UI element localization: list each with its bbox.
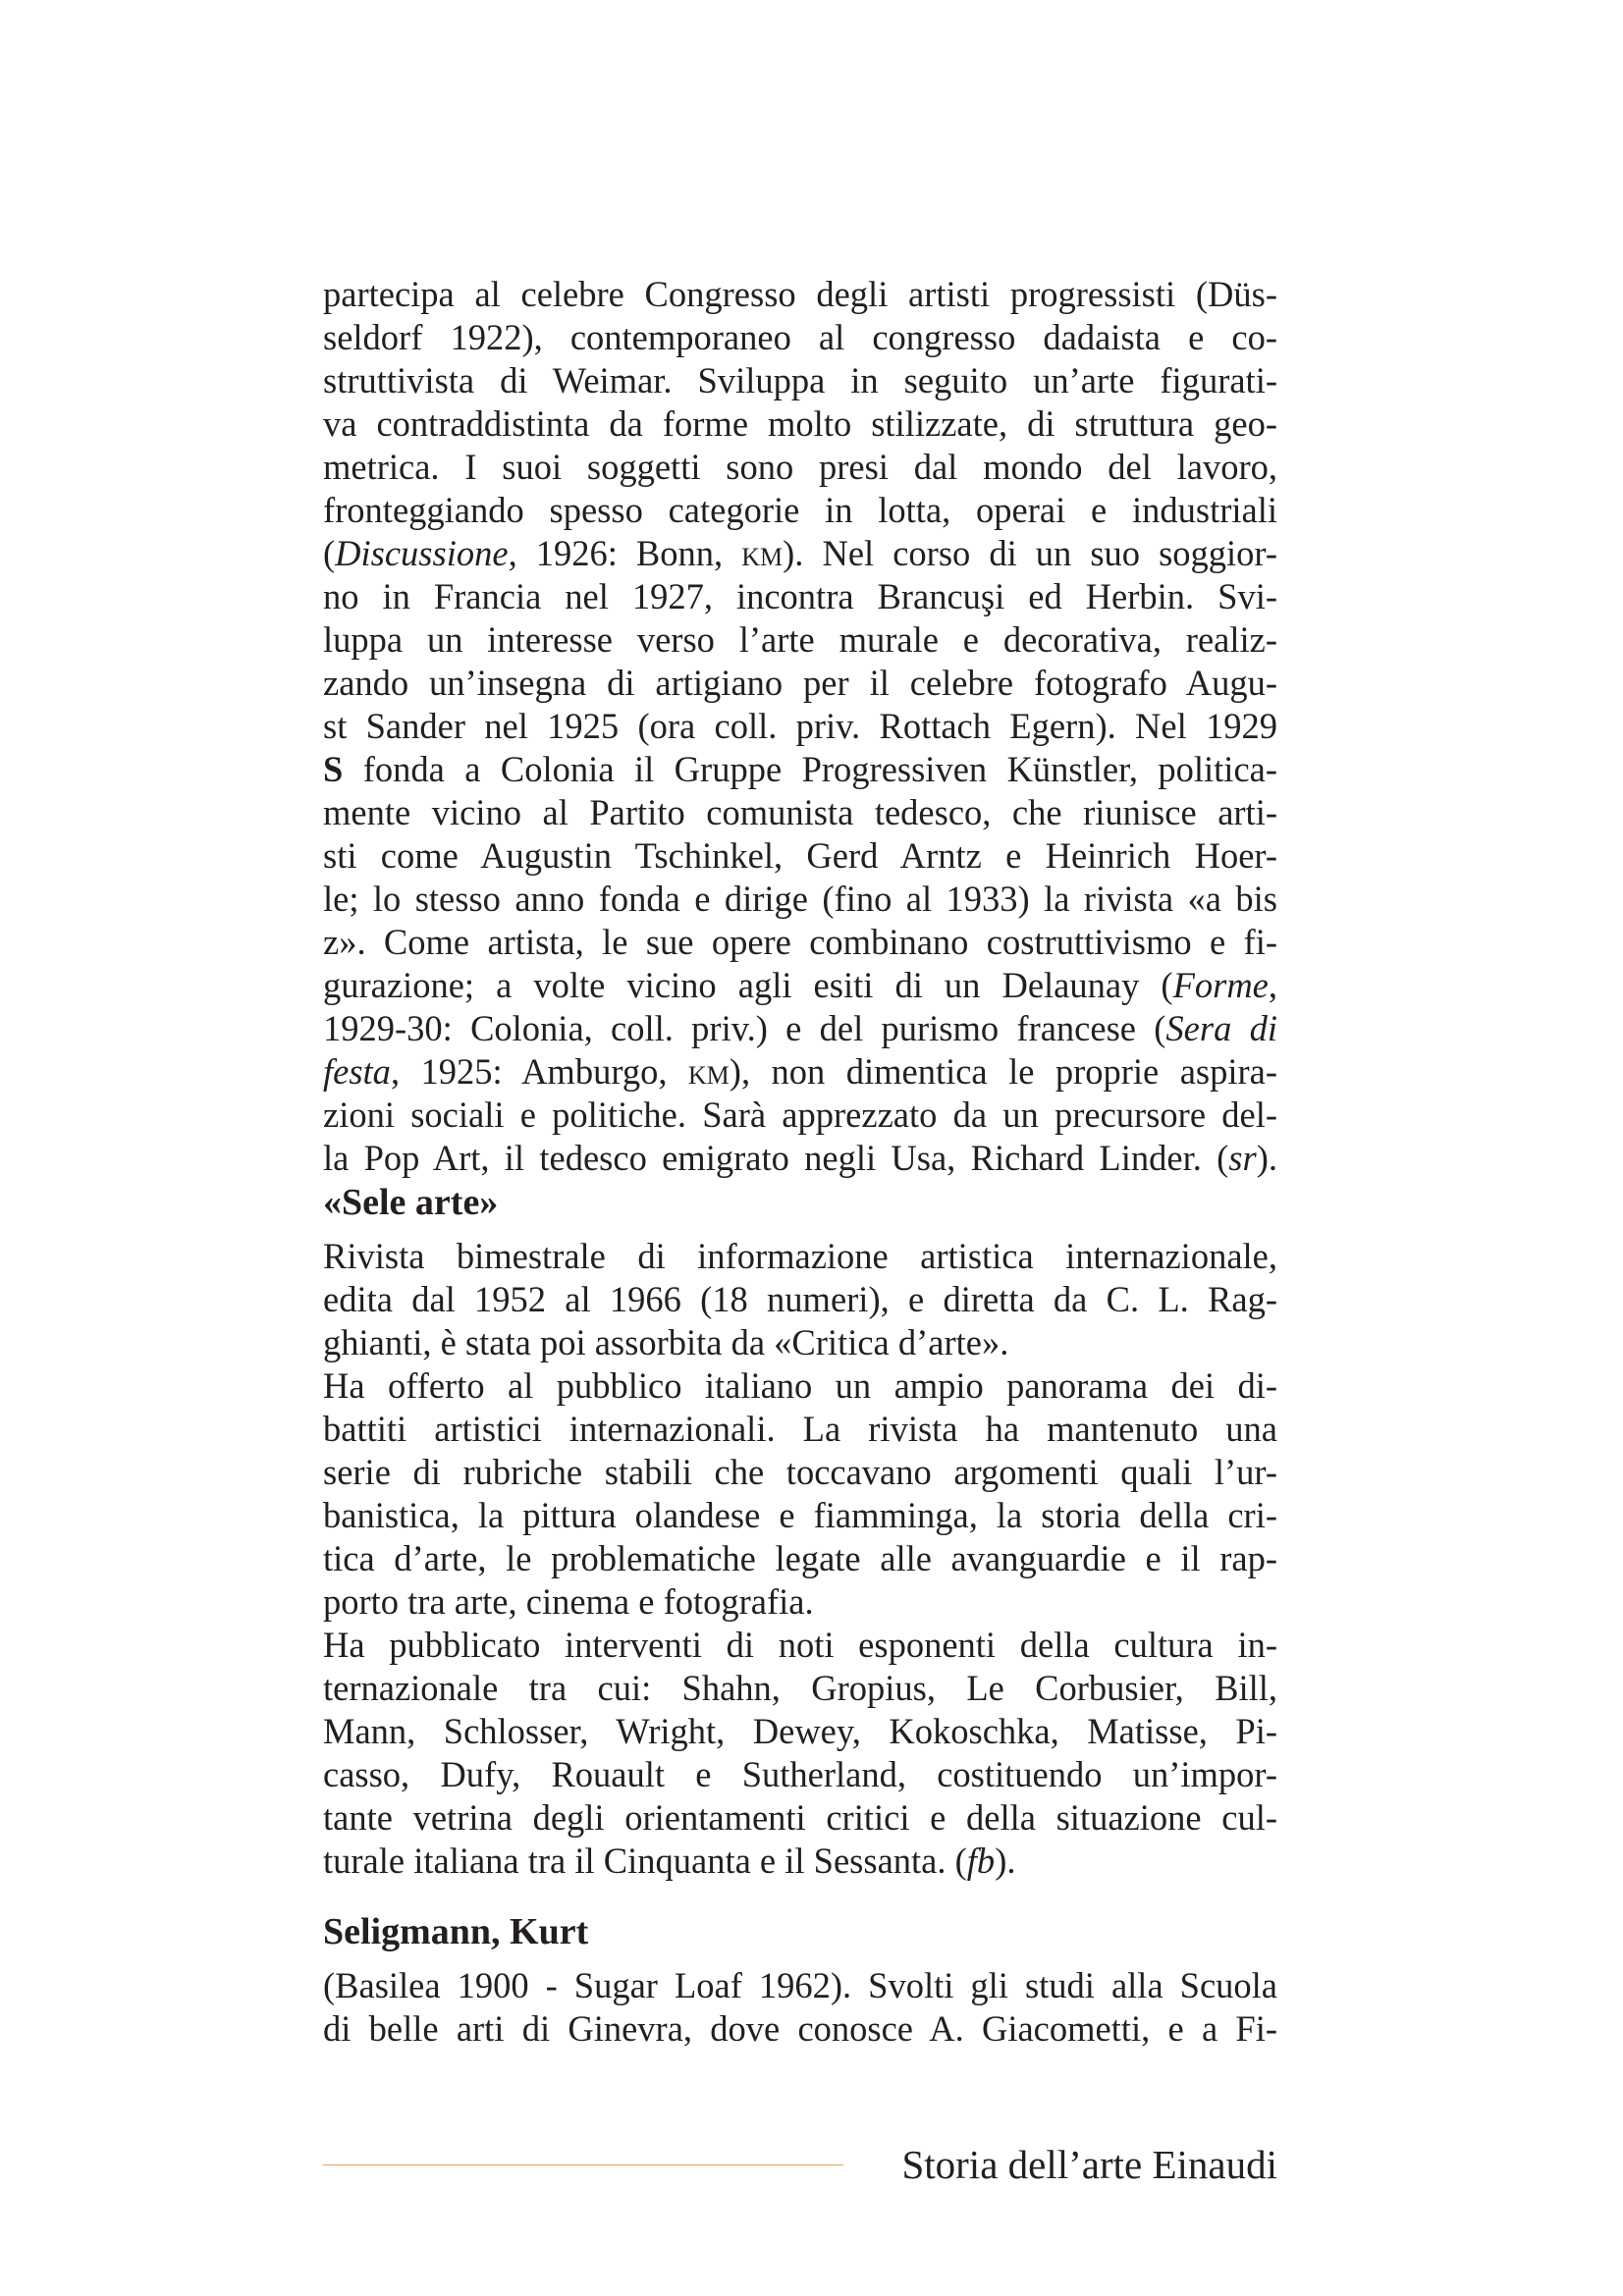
text-line: zando un’insegna di artigiano per il celebre fotografo Augu- [323,663,1277,703]
work-title: Sera di [1165,1008,1277,1048]
text-line [323,748,1277,791]
text-run: ). [995,1841,1016,1881]
text-line: metrica. I suoi soggetti sono presi dal mondo del lavoro, [323,447,1277,487]
text-line [323,532,1277,575]
text-line: struttivista di Weimar. Sviluppa in seguito un’arte figurati- [323,360,1277,400]
text-run: , 1926: Bonn, [508,533,742,573]
text-line [323,1137,1277,1180]
text-run: , 1925: Amburgo, [390,1051,688,1092]
text-line: (Basilea 1900 - Sugar Loaf 1962). Svolti gli studi alla Scuola [323,1965,1277,2005]
text-line: Ha offerto al pubblico italiano un ampio panorama dei di- [323,1365,1277,1406]
author-initials: fb [966,1841,996,1881]
text-line: serie di rubriche stabili che toccavano argomenti quali l’ur- [323,1452,1277,1492]
text-run: ). Nel corso di un suo soggior- [783,533,1277,573]
text-line: mente vicino al Partito comunista tedesco, che riunisce arti- [323,792,1277,832]
text-line: Rivista bimestrale di informazione artistica internazionale, [323,1236,1277,1276]
abbreviation: km [687,1051,730,1092]
text-run: ( [323,533,336,573]
text-line: z». Come artista, le sue opere combinano costruttivismo e fi- [323,922,1277,962]
text-line [323,1007,1277,1050]
text-line: seldorf 1922), contemporaneo al congresso dadaista e co- [323,317,1277,357]
text-line: tica d’arte, le problematiche legate alle avanguardie e il rap- [323,1538,1277,1578]
work-title: festa [323,1051,391,1092]
work-title: Forme [1172,965,1269,1005]
text-line: banistica, la pittura olandese e fiamminga, la storia della cri- [323,1495,1277,1535]
entry-title: Seligmann, Kurt [323,1911,589,1952]
text-line: sti come Augustin Tschinkel, Gerd Arntz e Heinrich Hoer- [323,835,1277,876]
text-line [323,1050,1277,1094]
text-line: battiti artistici internazionali. La rivista ha mantenuto una [323,1409,1277,1449]
text-run: la Pop Art, il tedesco emigrato negli Usa, Richard Linder. ( [323,1138,1229,1178]
text-run: 1929-30: Colonia, coll. priv.) e del purismo francese ( [323,1008,1166,1048]
text-line: Ha pubblicato interventi di noti esponenti della cultura in- [323,1625,1277,1665]
text-line: le; lo stesso anno fonda e dirige (fino al 1933) la rivista «a bis [323,879,1277,919]
text-line: porto tra arte, cinema e fotografia. [323,1581,814,1622]
text-line: di belle arti di Ginevra, dove conosce A. Giacometti, e a Fi- [323,2008,1277,2049]
text-run: turale italiana tra il Cinquanta e il Sessanta. ( [323,1841,967,1881]
text-run: ). [1256,1138,1277,1178]
text-run: gurazione; a volte vicino agli esiti di un Delaunay ( [323,965,1173,1005]
text-line: edita dal 1952 al 1966 (18 numeri), e diretta da C. L. Rag- [323,1279,1277,1319]
text-line: casso, Dufy, Rouault e Sutherland, costituendo un’impor- [323,1754,1277,1794]
entry-continuation-text [323,273,1277,1180]
text-run: ), non dimentica le proprie aspira- [729,1051,1277,1092]
abbreviation: km [741,533,784,573]
text-line: ghianti, è stata poi assorbita da «Critica d’arte». [323,1322,1009,1362]
text-run: , [1268,965,1277,1005]
footer-rule [323,2164,843,2165]
text-line: fronteggiando spesso categorie in lotta, operai e industriali [323,490,1277,530]
author-initials: sr [1228,1138,1257,1178]
text-line: ternazionale tra cui: Shahn, Gropius, Le Corbusier, Bill, [323,1668,1277,1708]
work-title: Discussione [335,533,509,573]
text-line: tante vetrina degli orientamenti critici e della situazione cul- [323,1797,1277,1838]
entry-body [323,1964,1277,2051]
text-run: fonda a Colonia il Gruppe Progressiven Künstler, politica- [343,749,1277,789]
text-line: partecipa al celebre Congresso degli artisti progressisti (Düs- [323,274,1277,314]
entry-initial: S [323,749,344,789]
text-line: Mann, Schlosser, Wright, Dewey, Kokoschka, Matisse, Pi- [323,1711,1277,1751]
entry-body [323,1235,1277,1883]
text-line [323,964,1277,1007]
text-line: no in Francia nel 1927, incontra Brancuşi ed Herbin. Svi- [323,576,1277,616]
text-line: st Sander nel 1925 (ora coll. priv. Rottach Egern). Nel 1929 [323,706,1277,746]
running-footer: Storia dell’arte Einaudi [901,2142,1277,2187]
text-line: va contraddistinta da forme molto stilizzate, di struttura geo- [323,403,1277,444]
text-line: luppa un interesse verso l’arte murale e decorativa, realiz- [323,619,1277,660]
text-line: zioni sociali e politiche. Sarà apprezzato da un precursore del- [323,1095,1277,1135]
entry-title: «Sele arte» [323,1182,499,1223]
text-line [323,1840,1277,1883]
